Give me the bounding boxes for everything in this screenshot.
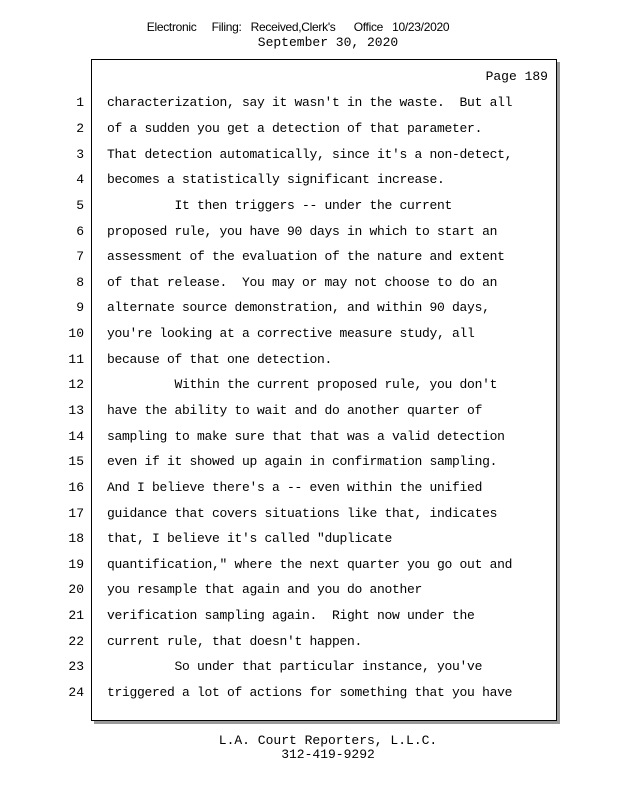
transcript-line: that, I believe it's called "duplicate	[107, 531, 393, 546]
line-number: 20	[68, 582, 84, 597]
transcript-line: It then triggers -- under the current	[107, 198, 453, 213]
line-number: 15	[68, 454, 84, 469]
transcript-line: of a sudden you get a detection of that parameter.	[107, 121, 483, 136]
line-number: 22	[68, 634, 84, 649]
reporter-phone: 312-419-9292	[281, 747, 375, 762]
transcript-line: of that release. You may or may not choose to do an	[107, 275, 498, 290]
line-number: 21	[68, 608, 84, 623]
line-number: 17	[68, 506, 84, 521]
line-number: 11	[68, 352, 84, 367]
transcript-line: characterization, say it wasn't in the waste. But all	[107, 95, 513, 110]
line-number: 19	[68, 557, 84, 572]
transcript-line: quantification," where the next quarter you go out and	[107, 557, 513, 572]
transcript-line: you're looking at a corrective measure study, all	[107, 326, 475, 341]
line-number: 3	[76, 147, 84, 162]
line-number: 16	[68, 480, 84, 495]
transcript-date: September 30, 2020	[257, 35, 399, 50]
transcript-line: guidance that covers situations like that, indicates	[107, 506, 498, 521]
transcript-line: That detection automatically, since it's a non-detect,	[107, 147, 513, 162]
transcript-line: have the ability to wait and do another quarter of	[107, 403, 483, 418]
line-number: 4	[76, 172, 84, 187]
transcript-line: So under that particular instance, you've	[107, 659, 483, 674]
line-number: 12	[68, 377, 84, 392]
transcript-line: proposed rule, you have 90 days in which to start an	[107, 224, 498, 239]
line-number: 7	[76, 249, 84, 264]
transcript-line: current rule, that doesn't happen.	[107, 634, 363, 649]
transcript-line: And I believe there's a -- even within the unified	[107, 480, 483, 495]
transcript-line: you resample that again and you do another	[107, 582, 423, 597]
transcript-line: because of that one detection.	[107, 352, 333, 367]
transcript-line: Within the current proposed rule, you don't	[107, 377, 498, 392]
reporter-company: L.A. Court Reporters, L.L.C.	[218, 733, 438, 748]
line-number: 23	[68, 659, 84, 674]
transcript-line: sampling to make sure that that was a valid detection	[107, 429, 505, 444]
line-number: 10	[68, 326, 84, 341]
line-number: 6	[76, 224, 84, 239]
filing-stamp-header: Electronic Filing: Received,Clerk's Office 10/23/2020	[146, 20, 450, 34]
line-number: 8	[76, 275, 84, 290]
transcript-line: becomes a statistically significant increase.	[107, 172, 445, 187]
line-number: 18	[68, 531, 84, 546]
line-number: 1	[76, 95, 84, 110]
line-number: 9	[76, 300, 84, 315]
transcript-line: even if it showed up again in confirmation sampling.	[107, 454, 498, 469]
transcript-line: alternate source demonstration, and within 90 days,	[107, 300, 490, 315]
transcript-line: triggered a lot of actions for something that you have	[107, 685, 513, 700]
page-number: Page 189	[485, 69, 548, 84]
line-number: 2	[76, 121, 84, 136]
transcript-line: verification sampling again. Right now under the	[107, 608, 475, 623]
line-number: 5	[76, 198, 84, 213]
line-number: 24	[68, 685, 84, 700]
line-number: 13	[68, 403, 84, 418]
transcript-line: assessment of the evaluation of the nature and extent	[107, 249, 505, 264]
line-number: 14	[68, 429, 84, 444]
